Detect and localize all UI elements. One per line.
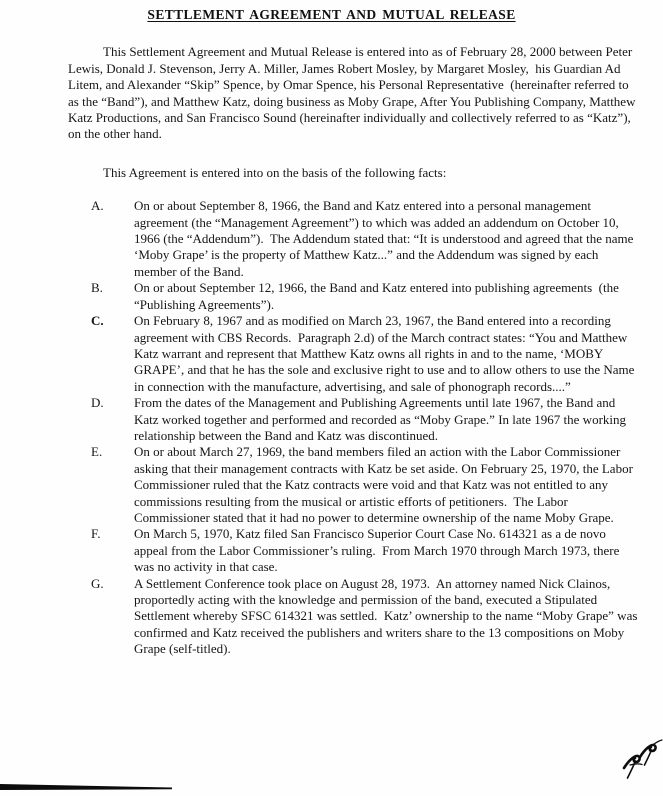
fact-text: From the dates of the Management and Publishing Agreements until late 1967, the Band and Katz worked together and performed and recorded as “Moby Grape.” In late 1967 the working relationship between the Band and Katz was discontinued. <box>134 395 630 443</box>
fact-text: On March 5, 1970, Katz filed San Francisco Superior Court Case No. 614321 as a de novo appeal from the Labor Commissioner’s ruling. From March 1970 through March 1973, there was no activity in that case. <box>134 526 623 575</box>
fact-item-g <box>68 576 640 658</box>
fact-label: G. <box>91 575 104 591</box>
fact-text: On or about September 8, 1966, the Band and Katz entered into a personal management agreement (the “Management Agreement”) to which was added an addendum on October 10, 1966 (the “Addendum”). The Addendum stated that: “It is understood and agreed that the name ‘Moby Grape’ is the property of Matthew Katz...” and the Addendum was signed by each member of the Band. <box>134 198 637 279</box>
fact-text: On February 8, 1967 and as modified on March 23, 1967, the Band entered into a recording agreement with CBS Records. Paragraph 2.d) of the March contract states: “You and Matthew Katz warrant and represent that Matthew Katz owns all rights in and to the name, ‘MOBY GRAPE’, and that he has the sole and exclusive right to use and to allow others to use the Name in connection with the manufacture, advertising, and sale of phonograph records....” <box>134 313 638 394</box>
intro-paragraph: This Settlement Agreement and Mutual Release is entered into as of February 28, 2000 between Peter Lewis, Donald J. Stevenson, Jerry A. Miller, James Robert Mosley, by Margaret Mosley, his Guardian Ad Litem, and Alexander “Skip” Spence, by Omar Spence, his Personal Representative (hereinafter referred to as the “Band”), and Matthew Katz, doing business as Moby Grape, After You Publishing Company, Matthew Katz Productions, and San Francisco Sound (hereinafter individually and collectively referred to as “Katz”), on the other hand. <box>68 44 639 142</box>
fact-text: On or about September 12, 1966, the Band and Katz entered into publishing agreements (the “Publishing Agreements”). <box>134 280 623 312</box>
fact-label: F. <box>91 526 101 542</box>
fact-item-b <box>68 280 640 313</box>
fact-item-a <box>68 198 640 280</box>
fact-item-c <box>68 313 640 395</box>
facts-list <box>68 198 640 657</box>
fact-item-e <box>68 444 640 526</box>
fact-item-f <box>68 526 640 575</box>
fact-label: A. <box>91 198 104 214</box>
basis-paragraph: This Agreement is entered into on the basis of the following facts: <box>103 164 447 180</box>
fact-text: On or about March 27, 1969, the band members filed an action with the Labor Commissioner asking that their management contracts with Katz be set aside. On February 25, 1970, the Labor Commissioner ruled that the Katz contracts were void and that Katz was not entitled to any commissions resulting from the musical or artistic efforts of petitioners. The Labor Commissioner stated that it had no power to determine ownership of the name Moby Grape. <box>134 444 637 525</box>
document-title: SETTLEMENT AGREEMENT AND MUTUAL RELEASE <box>147 7 516 22</box>
scan-edge-artifact <box>0 784 172 790</box>
fact-label: D. <box>91 395 104 411</box>
fact-label: E. <box>91 444 103 460</box>
fact-item-d <box>68 395 640 444</box>
fact-label: B. <box>91 280 103 296</box>
fact-label: C. <box>91 313 104 329</box>
handwritten-initials-icon <box>618 738 663 786</box>
fact-text: A Settlement Conference took place on August 28, 1973. An attorney named Nick Clainos, proportedly acting with the knowledge and permission of the band, executed a Stipulated Settlement whereby SFSC 614321 was settled. Katz’ ownership to the name “Moby Grape” was confirmed and Katz received the publishers and writers share to the 13 compositions on Moby Grape (self-titled). <box>134 575 641 657</box>
document-body <box>68 44 640 657</box>
